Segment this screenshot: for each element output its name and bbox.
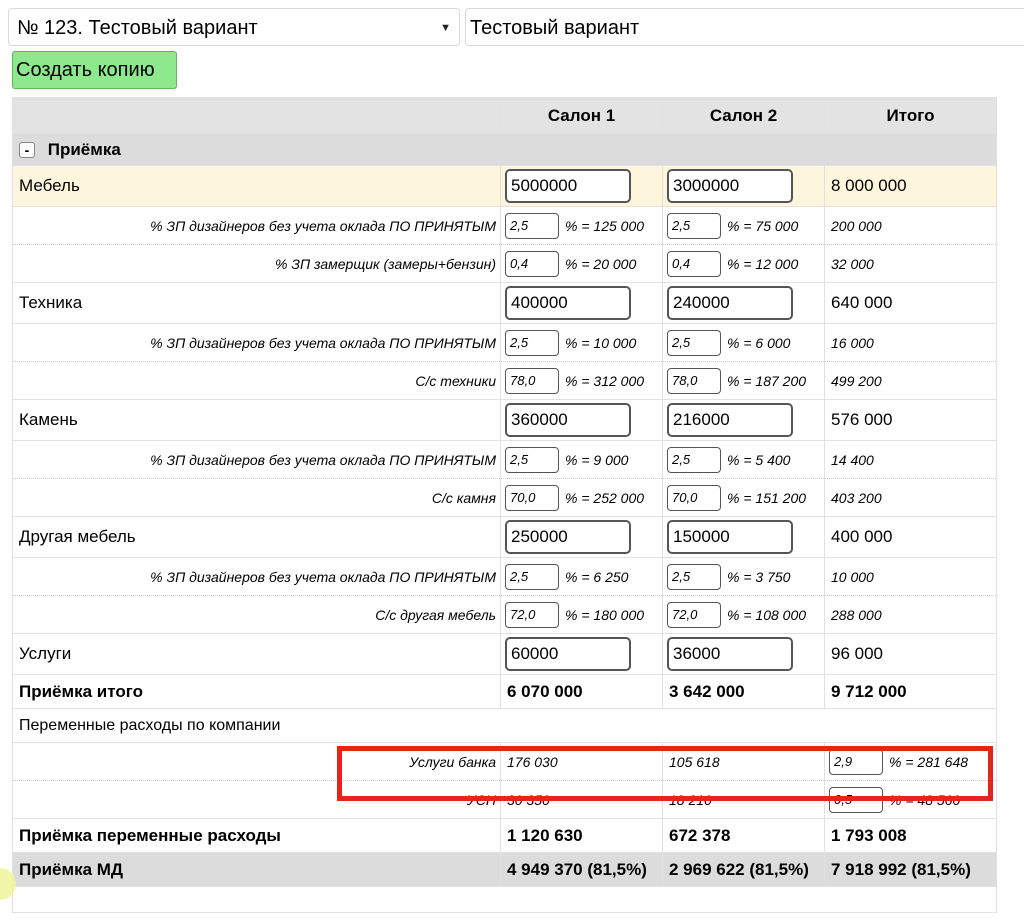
column-header-salon-1: Салон 1 <box>501 98 663 134</box>
percent-result: % = 9 000 <box>565 451 629 468</box>
intake-total-sum: 9 712 000 <box>825 675 997 709</box>
row-variable-total <box>13 819 997 853</box>
row-label: УСН <box>13 781 501 819</box>
percent-result: % = 12 000 <box>727 255 799 272</box>
bank-salon2: 105 618 <box>663 743 825 781</box>
percent-result: % = 252 000 <box>565 489 645 506</box>
percent-result: % = 180 000 <box>565 606 645 623</box>
row-label: С/с техники <box>13 362 501 400</box>
row-total: 10 000 <box>825 558 997 596</box>
row-tech-cost <box>13 362 997 400</box>
percent-result: % = 6 000 <box>727 334 791 351</box>
row-variable-header <box>13 709 997 743</box>
row-total: 403 200 <box>825 479 997 517</box>
tech-salon2-input[interactable]: 240000 <box>667 286 793 320</box>
furniture-total: 8 000 000 <box>825 166 997 207</box>
bank-percent-input[interactable]: 2,9 <box>829 749 883 775</box>
row-total: 499 200 <box>825 362 997 400</box>
percent-input[interactable]: 0,4 <box>505 251 559 277</box>
percent-result: % = 3 750 <box>727 568 791 585</box>
percent-result: % = 187 200 <box>727 372 807 389</box>
column-header-total: Итого <box>825 98 997 134</box>
dropdown-arrow-icon: ▼ <box>440 22 451 34</box>
percent-input[interactable]: 2,5 <box>667 447 721 473</box>
percent-result: % = 125 000 <box>565 217 645 234</box>
services-salon1-input[interactable]: 60000 <box>505 637 631 671</box>
column-header-label <box>13 98 501 134</box>
intake-table <box>12 97 997 913</box>
row-services <box>13 634 997 675</box>
other-total: 400 000 <box>825 517 997 558</box>
row-label: % ЗП дизайнеров без учета оклада ПО ПРИНЯТЫМ <box>13 207 501 245</box>
percent-input[interactable]: 0,4 <box>667 251 721 277</box>
row-label: Услуги <box>13 634 501 675</box>
percent-result: % = 48 560 <box>889 791 961 808</box>
percent-result: % = 281 648 <box>889 753 969 770</box>
row-label: Приёмка МД <box>13 853 501 887</box>
variable-total-salon2: 672 378 <box>663 819 825 853</box>
percent-input[interactable]: 2,5 <box>505 447 559 473</box>
row-label: С/с другая мебель <box>13 596 501 634</box>
percent-result: % = 6 250 <box>565 568 629 585</box>
percent-result: % = 5 400 <box>727 451 791 468</box>
percent-input[interactable]: 2,5 <box>667 564 721 590</box>
percent-result: % = 151 200 <box>727 489 807 506</box>
row-label: Мебель <box>13 166 501 207</box>
intake-total-salon2: 3 642 000 <box>663 675 825 709</box>
column-header-salon-2: Салон 2 <box>663 98 825 134</box>
stone-salon1-input[interactable]: 360000 <box>505 403 631 437</box>
percent-result: % = 312 000 <box>565 372 645 389</box>
row-total: 200 000 <box>825 207 997 245</box>
row-stone-designers <box>13 441 997 479</box>
md-salon2: 2 969 622 (81,5%) <box>663 853 825 887</box>
row-furniture-measurer <box>13 245 997 283</box>
create-copy-button[interactable]: Создать копию <box>12 51 177 89</box>
variable-total-sum: 1 793 008 <box>825 819 997 853</box>
bank-salon1: 176 030 <box>501 743 663 781</box>
other-salon1-input[interactable]: 250000 <box>505 520 631 554</box>
intake-total-salon1: 6 070 000 <box>501 675 663 709</box>
row-label: Услуги банка <box>13 743 501 781</box>
usn-percent-input[interactable]: 0,5 <box>829 787 883 813</box>
row-other-designers <box>13 558 997 596</box>
collapse-section-button[interactable]: - <box>19 142 35 158</box>
furniture-salon1-input[interactable]: 5000000 <box>505 169 631 203</box>
row-bank-services <box>13 743 997 781</box>
usn-salon2: 18 210 <box>663 781 825 819</box>
row-label: % ЗП дизайнеров без учета оклада ПО ПРИНЯТЫМ <box>13 324 501 362</box>
section-title: Приёмка <box>47 139 121 159</box>
section-row-intake <box>13 134 997 166</box>
row-label: Приёмка итого <box>13 675 501 709</box>
row-usn <box>13 781 997 819</box>
variable-total-salon1: 1 120 630 <box>501 819 663 853</box>
row-total: 14 400 <box>825 441 997 479</box>
percent-input[interactable]: 72,0 <box>505 602 559 628</box>
row-intake-total <box>13 675 997 709</box>
percent-input[interactable]: 2,5 <box>505 564 559 590</box>
variant-select-value: № 123. Тестовый вариант <box>17 17 258 39</box>
percent-input[interactable]: 70,0 <box>667 485 721 511</box>
row-label: % ЗП дизайнеров без учета оклада ПО ПРИНЯТЫМ <box>13 558 501 596</box>
row-tech-designers <box>13 324 997 362</box>
percent-input[interactable]: 2,5 <box>667 213 721 239</box>
row-other-furniture <box>13 517 997 558</box>
usn-salon1: 30 350 <box>501 781 663 819</box>
percent-result: % = 20 000 <box>565 255 637 272</box>
row-label: % ЗП замерщик (замеры+бензин) <box>13 245 501 283</box>
row-furniture-designers <box>13 207 997 245</box>
furniture-salon2-input[interactable]: 3000000 <box>667 169 793 203</box>
top-bar <box>0 8 1024 48</box>
percent-input[interactable]: 2,5 <box>505 330 559 356</box>
row-total: 16 000 <box>825 324 997 362</box>
stone-salon2-input[interactable]: 216000 <box>667 403 793 437</box>
percent-input[interactable]: 78,0 <box>505 368 559 394</box>
md-total: 7 918 992 (81,5%) <box>825 853 997 887</box>
percent-result: % = 10 000 <box>565 334 637 351</box>
services-total: 96 000 <box>825 634 997 675</box>
tech-total: 640 000 <box>825 283 997 324</box>
row-other-cost <box>13 596 997 634</box>
row-stone-cost <box>13 479 997 517</box>
variable-expenses-heading: Переменные расходы по компании <box>13 709 997 743</box>
row-blank <box>13 887 997 913</box>
row-label: С/с камня <box>13 479 501 517</box>
row-label: Камень <box>13 400 501 441</box>
row-furniture <box>13 166 997 207</box>
services-salon2-input[interactable]: 36000 <box>667 637 793 671</box>
row-stone <box>13 400 997 441</box>
percent-input[interactable]: 2,5 <box>505 213 559 239</box>
row-label: % ЗП дизайнеров без учета оклада ПО ПРИНЯТЫМ <box>13 441 501 479</box>
other-salon2-input[interactable]: 150000 <box>667 520 793 554</box>
row-total: 32 000 <box>825 245 997 283</box>
percent-input[interactable]: 2,5 <box>667 330 721 356</box>
md-salon1: 4 949 370 (81,5%) <box>501 853 663 887</box>
tech-salon1-input[interactable]: 400000 <box>505 286 631 320</box>
percent-input[interactable]: 78,0 <box>667 368 721 394</box>
row-total: 288 000 <box>825 596 997 634</box>
row-intake-md <box>13 853 997 887</box>
row-tech <box>13 283 997 324</box>
variant-select[interactable] <box>8 8 460 46</box>
percent-result: % = 75 000 <box>727 217 799 234</box>
percent-input[interactable]: 70,0 <box>505 485 559 511</box>
row-label: Техника <box>13 283 501 324</box>
percent-input[interactable]: 72,0 <box>667 602 721 628</box>
row-label: Приёмка переменные расходы <box>13 819 501 853</box>
percent-result: % = 108 000 <box>727 606 807 623</box>
variant-name-input[interactable]: Тестовый вариант <box>465 8 1024 46</box>
row-label: Другая мебель <box>13 517 501 558</box>
stone-total: 576 000 <box>825 400 997 441</box>
